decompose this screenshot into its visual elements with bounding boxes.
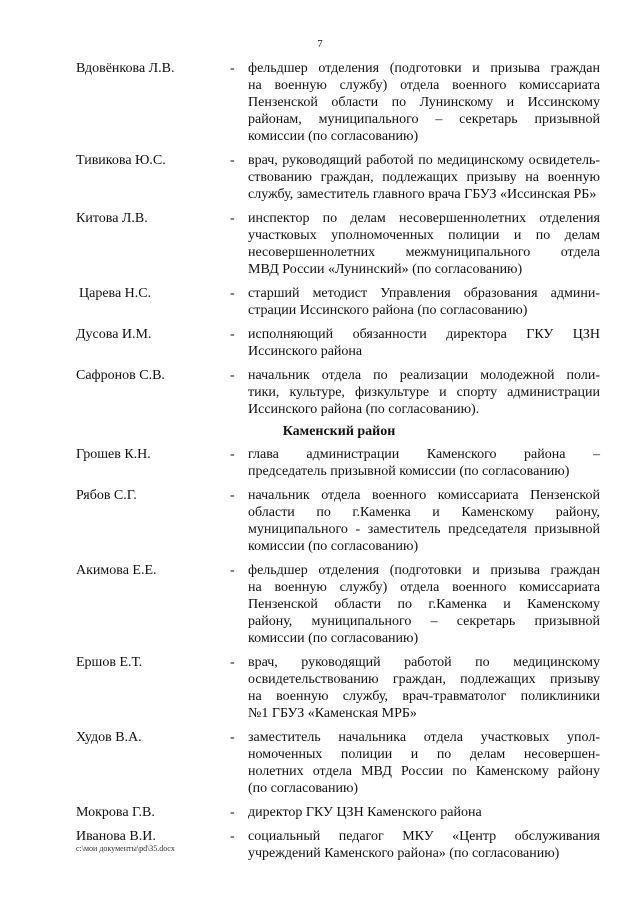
position-line: глава администрации Каменского района – [248,447,600,462]
list-item [0,487,640,555]
position-line: начальник отдела военного комиссариата Пензенской [248,488,600,503]
member-name: Сафронов С.В. [76,368,165,383]
commission-list-issinsky [0,60,640,418]
position-line: учреждений Каменского района» (по согласованию) [248,846,560,861]
dash-separator: - [230,730,235,745]
position-line: Иссинского района (по согласованию). [248,402,480,417]
position-line: участковых уполномоченных полиции и по делам [248,228,600,243]
position-line: Пензенской области по г.Каменка и Каменскому [248,597,600,612]
position-line: исполняющий обязанности директора ГКУ ЦЗН [248,327,600,342]
position-line: социальный педагог МКУ «Центр обслуживания [248,829,600,844]
position-line: председатель призывной комиссии (по согласованию) [248,464,570,479]
position-line: району, муниципального – секретарь призывной [248,614,600,629]
member-position [248,804,600,821]
dash-separator: - [230,563,235,578]
list-item [0,210,640,278]
position-line: на военную службу) отдела военного комиссариата [248,78,600,93]
document-body [0,60,640,869]
position-line: на военную службу) отдела военного комиссариата [248,580,600,595]
member-name: Мокрова Г.В. [76,805,155,820]
dash-separator: - [230,805,235,820]
member-name: Ершов Е.Т. [76,655,143,670]
dash-separator: - [230,286,235,301]
position-line: районам, муниципального – секретарь призывной [248,112,600,127]
position-line: страции Иссинского района (по согласованию) [248,303,528,318]
list-item [0,446,640,480]
list-item [0,804,640,821]
dash-separator: - [230,655,235,670]
member-position [248,210,600,278]
position-line: фельдшер отделения (подготовки и призыва граждан [248,61,600,76]
member-position [248,285,600,319]
section-heading: Каменский район [282,424,396,439]
position-line: (по согласованию) [248,781,359,796]
dash-separator: - [230,211,235,226]
list-item [0,326,640,360]
position-line: несовершеннолетних межмуниципального отдела [248,245,600,260]
dash-separator: - [230,488,235,503]
member-name: Царева Н.С. [79,286,152,301]
dash-separator: - [230,447,235,462]
position-line: МВД России «Лунинский» (по согласованию) [248,262,523,277]
position-line: освидетельствованию граждан, подлежащих призыву [248,672,600,687]
member-position [248,654,600,722]
position-line: старший методист Управления образования админи- [248,286,600,301]
file-path-footer: c:\мои документы\pd\35.docx [76,844,175,853]
member-position [248,729,600,797]
member-position [248,562,600,647]
list-item [0,285,640,319]
dash-separator: - [230,153,235,168]
position-line: комиссии (по согласованию) [248,539,419,554]
member-position [248,367,600,418]
member-name: Акимова Е.Е. [76,563,157,578]
list-item [0,152,640,203]
dash-separator: - [230,368,235,383]
member-name: Вдовёнкова Л.В. [76,61,175,76]
dash-separator: - [230,829,235,844]
list-item [0,367,640,418]
position-line: №1 ГБУЗ «Каменская МРБ» [248,706,417,721]
position-line: на военную службу, врач-травматолог поликлиники [248,689,600,704]
position-line: Иссинского района [248,344,363,359]
commission-list-kamensky [0,446,640,862]
dash-separator: - [230,61,235,76]
member-name: Дусова И.М. [76,327,152,342]
member-position [248,326,600,360]
position-line: врач, руководящий работой по медицинскому освидетель- [248,153,600,168]
list-item [0,60,640,145]
position-line: комиссии (по согласованию) [248,631,419,646]
position-line: начальник отдела по реализации молодежной поли- [248,368,600,383]
list-item [0,729,640,797]
member-position [248,828,600,862]
member-name: Худов В.А. [76,730,142,745]
position-line: фельдшер отделения (подготовки и призыва граждан [248,563,600,578]
position-line: ствованию граждан, подлежащих призыву на военную [248,170,600,185]
position-line: муниципального - заместитель председателя призывной [248,522,600,537]
position-line: инспектор по делам несовершеннолетних отделения [248,211,600,226]
position-line: комиссии (по согласованию) [248,129,419,144]
position-line: врач, руководящий работой по медицинскому [248,655,600,670]
dash-separator: - [230,327,235,342]
member-position [248,487,600,555]
member-name: Грошев К.Н. [76,447,151,462]
member-position [248,60,600,145]
position-line: нолетних отдела МВД России по Каменскому району [248,764,600,779]
member-position [248,152,600,203]
member-name: Китова Л.В. [76,211,148,226]
position-line: службу, заместитель главного врача ГБУЗ «Иссинская РБ» [248,187,597,202]
member-name: Иванова В.И. [76,829,156,844]
member-name: Тивикова Ю.С. [76,153,166,168]
page-number: 7 [317,38,323,50]
member-name: Рябов С.Г. [76,488,137,503]
position-line: Пензенской области по Лунинскому и Иссинскому [248,95,600,110]
position-line: директор ГКУ ЦЗН Каменского района [248,805,482,820]
list-item [0,562,640,647]
position-line: тики, культуре, физкультуре и спорту администрации [248,385,600,400]
position-line: области по г.Каменка и Каменскому району, [248,505,600,520]
position-line: номоченных полиции и по делам несовершен- [248,747,600,762]
list-item [0,654,640,722]
member-position [248,446,600,480]
position-line: заместитель начальника отдела участковых упол- [248,730,600,745]
